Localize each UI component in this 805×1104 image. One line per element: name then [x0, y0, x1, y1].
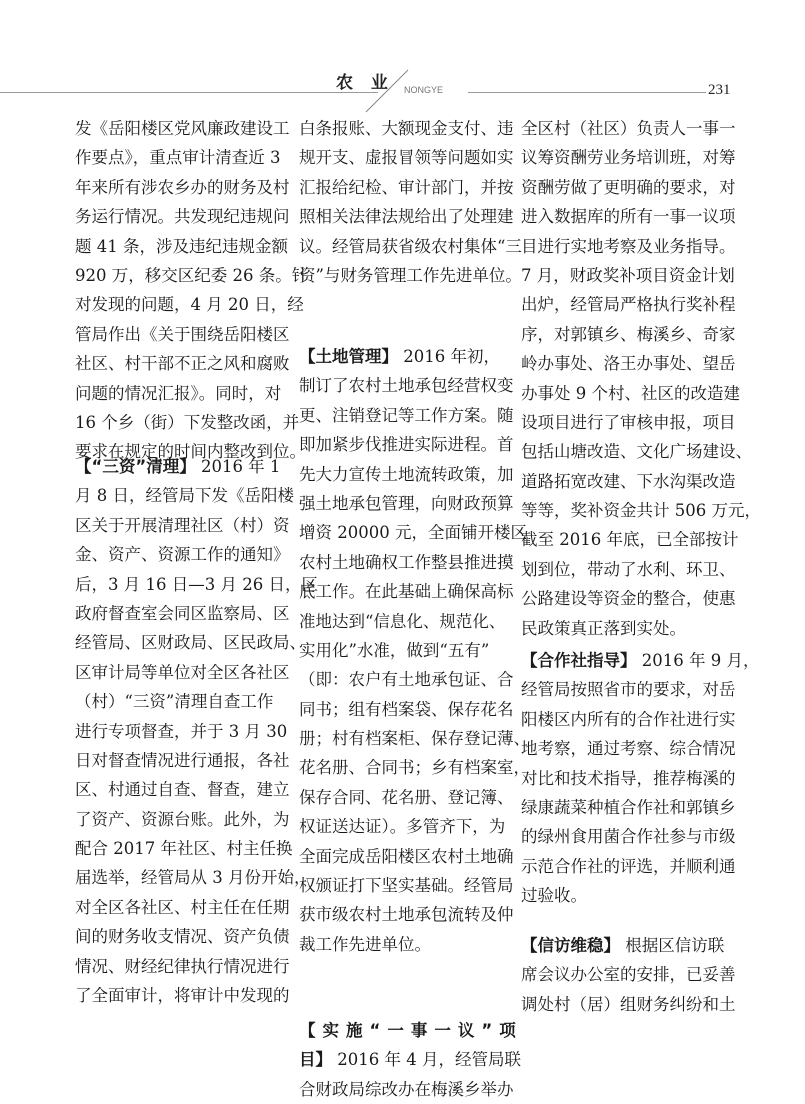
text-line: 册；村有档案柜、保存登记薄、: [299, 729, 530, 749]
text-line: 示范合作社的评选，并顺利通: [521, 856, 736, 876]
section-title-en: NONGYE: [404, 85, 444, 95]
text-line: 年来所有涉农乡办的财务及村: [75, 177, 290, 197]
text-line: 道路拓宽改建、下水沟渠改造: [521, 471, 736, 491]
text-line: 间的财务收支情况、资产负债: [75, 927, 290, 947]
text-line: 农村土地确权工作整县推进摸: [299, 552, 514, 572]
text-line: 规开支、虚报冒领等问题如实: [299, 148, 514, 168]
text-line: 席会议办公室的安排，已妥善: [521, 965, 736, 985]
text-line: 阳楼区内所有的合作社进行实: [521, 709, 736, 729]
paragraph: [521, 931, 736, 1019]
text-line: 对全区各社区、村主任在任期: [75, 897, 290, 917]
text-span: 2016 年 4 月，经管局联: [332, 1050, 521, 1070]
text-span: 2016 年初，: [398, 347, 500, 366]
text-line: 调处村（居）组财务纠纷和土: [521, 994, 736, 1014]
text-line: 届选举，经管局从 3 月份开始，: [75, 868, 311, 888]
text-line: 保存合同、花名册、登记簿、: [299, 787, 514, 807]
text-line: 全面完成岳阳楼区农村土地确: [299, 846, 514, 866]
text-line: 政府督查室会同区监察局、区: [75, 603, 290, 623]
text-line: 区审计局等单位对全区各社区: [75, 662, 290, 682]
text-line: 出炉，经管局严格执行奖补程: [521, 295, 736, 315]
text-line: 权证送达证）。多管齐下，为: [299, 817, 506, 837]
text-line: 务运行情况。共发现纪违规问: [75, 207, 290, 227]
text-line: 即加紧步伐推进实际进程。首: [299, 435, 514, 455]
text-line: 发《岳阳楼区党风廉政建设工: [75, 119, 290, 138]
text-line: 岭办事处、洛王办事处、望岳: [521, 354, 736, 374]
paragraph: [521, 114, 761, 643]
text-line: 进行专项督查，并于 3 月 30: [75, 721, 288, 741]
text-line: 议筹资酬劳业务培训班，对筹: [521, 148, 736, 168]
text-line: 经管局、区财政局、区民政局、: [75, 633, 306, 653]
text-line: 全区村（社区）负责人一事一: [521, 119, 736, 138]
text-line: 配合 2017 年社区、村主任换: [75, 839, 293, 859]
text-line: 金、资产、资源工作的通知》: [75, 545, 290, 565]
section-heading: 目】: [299, 1050, 332, 1070]
section-title: 农 业: [336, 73, 394, 93]
text-line: [299, 342, 530, 371]
text-line: （即：农户有土地承包证、合: [299, 670, 514, 690]
text-line: 了资产、资源台账。此外，为: [75, 809, 290, 829]
text-line: 权颁证打下坚实基础。经管局: [299, 876, 514, 896]
text-line: 社区、村干部不正之风和腐败: [75, 354, 290, 374]
text-line: 底工作。在此基础上确保高标: [299, 582, 514, 602]
text-line: 照相关法律法规给出了处理建: [299, 207, 514, 227]
text-line: 7 月，财政奖补项目资金计划: [521, 265, 735, 285]
paragraph: [75, 114, 308, 467]
text-line: 序，对郭镇乡、梅溪乡、奇家: [521, 324, 736, 344]
text-line: 区关于开展清理社区（村）资: [75, 515, 290, 535]
text-line: 了全面审计，将审计中发现的: [75, 986, 290, 1006]
paragraph: [521, 646, 759, 911]
text-line: 要求在规定的时间内整改到位。: [75, 442, 306, 462]
text-line: 对发现的问题，4 月 20 日，经: [75, 295, 304, 315]
text-line: 制订了农村土地承包经营权变: [299, 376, 514, 396]
text-line: 920 万，移交区纪委 26 条。针: [75, 265, 309, 285]
text-line: 绿康蔬菜种植合作社和郭镇乡: [521, 797, 736, 817]
section-heading: 【合作社指导】: [521, 651, 637, 670]
text-line: 准地达到“信息化、规范化、: [299, 611, 506, 631]
header-rule-left: [0, 92, 378, 93]
text-line: 白条报账、大额现金支付、违: [299, 119, 514, 138]
text-line: 情况、财经纪律执行情况进行: [75, 956, 290, 976]
header-rule-right: [468, 92, 706, 93]
paragraph: [299, 114, 522, 290]
text-line: 民政策真正落到实处。: [521, 618, 686, 638]
text-line: 作要点》，重点审计清查近 3: [75, 148, 281, 168]
text-line: 地考察，通过考察、综合情况: [521, 739, 736, 759]
text-line: 合财政局综改办在梅溪乡举办: [299, 1079, 514, 1099]
text-line: 裁工作先进单位。: [299, 934, 431, 954]
text-line: 的绿州食用菌合作社参与市级: [521, 827, 736, 847]
text-line: 经管局按照省市的要求，对岳: [521, 680, 736, 700]
section-heading: 【“三资”清理】: [75, 457, 196, 476]
text-line: 花名册、合同书；乡有档案室，: [299, 758, 530, 778]
text-line: 目进行实地考察及业务指导。: [521, 236, 736, 256]
text-line: 公路建设等资金的整合，使惠: [521, 589, 736, 609]
text-line: 先大力宣传土地流转政策，加: [299, 464, 514, 484]
text-line: 月 8 日，经管局下发《岳阳楼: [75, 486, 294, 506]
text-line: 实用化”水准，做到“五有”: [299, 640, 490, 660]
text-line: 资酬劳做了更明确的要求，对: [521, 177, 736, 197]
text-line: 更、注销登记等工作方案。随: [299, 405, 514, 425]
text-span: 2016 年 9 月，: [636, 651, 760, 670]
text-line: （村）“三资”清理自查工作: [75, 692, 274, 712]
text-line: 强土地承包管理，向财政预算: [299, 493, 514, 513]
text-line: 办事处 9 个村、社区的改造建: [521, 383, 740, 403]
text-line: 汇报给纪检、审计部门，并按: [299, 177, 514, 197]
text-span: 2016 年 1: [195, 457, 281, 476]
paragraph: [299, 342, 530, 959]
text-line: 获市级农村土地承包流转及仲: [299, 905, 514, 925]
text-line: 过验收。: [521, 886, 587, 906]
text-line: [75, 452, 318, 481]
paragraph: [75, 452, 318, 1010]
text-line: 问题的情况汇报》。同时，对: [75, 383, 282, 403]
text-span: 根据区信访联: [620, 936, 725, 955]
text-line: 题 41 条，涉及违纪违规金额: [75, 236, 288, 256]
text-line: 16 个乡（街）下发整改函，并: [75, 412, 300, 432]
text-line: 截至 2016 年底，已全部按计: [521, 530, 739, 550]
text-line: 等等，奖补资金共计 506 万元，: [521, 501, 761, 521]
text-line: 对比和技术指导，推荐梅溪的: [521, 768, 736, 788]
section-heading: 【土地管理】: [299, 347, 398, 366]
text-line: 议。经管局获省级农村集体“三: [299, 236, 522, 256]
text-line: [299, 1045, 523, 1074]
text-line: 日对督查情况进行通报，各社: [75, 750, 290, 770]
text-line: 后，3 月 16 日—3 月 26 日，区: [75, 574, 318, 594]
text-line: 进入数据库的所有一事一议项: [521, 207, 736, 227]
text-line: 同书；组有档案袋、保存花名: [299, 699, 514, 719]
text-line: 划到位，带动了水利、环卫、: [521, 559, 736, 579]
text-line: [521, 646, 759, 675]
section-heading: 【信访维稳】: [521, 936, 620, 955]
text-line: [521, 931, 736, 960]
text-line: 资”与财务管理工作先进单位。: [299, 265, 522, 285]
page-number: 231: [708, 82, 731, 98]
text-line: 区、村通过自查、督查，建立: [75, 780, 290, 800]
text-line: 设项目进行了审核申报，项目: [521, 412, 736, 432]
text-line: 管局作出《关于围绕岳阳楼区: [75, 324, 290, 344]
text-line: 增资 20000 元，全面铺开楼区: [299, 523, 527, 543]
text-line: 包括山塘改造、文化广场建设、: [521, 442, 752, 462]
text-line: [299, 1016, 523, 1045]
paragraph: [299, 1016, 523, 1104]
section-heading: 【实施“一事一议”项: [299, 1021, 523, 1040]
